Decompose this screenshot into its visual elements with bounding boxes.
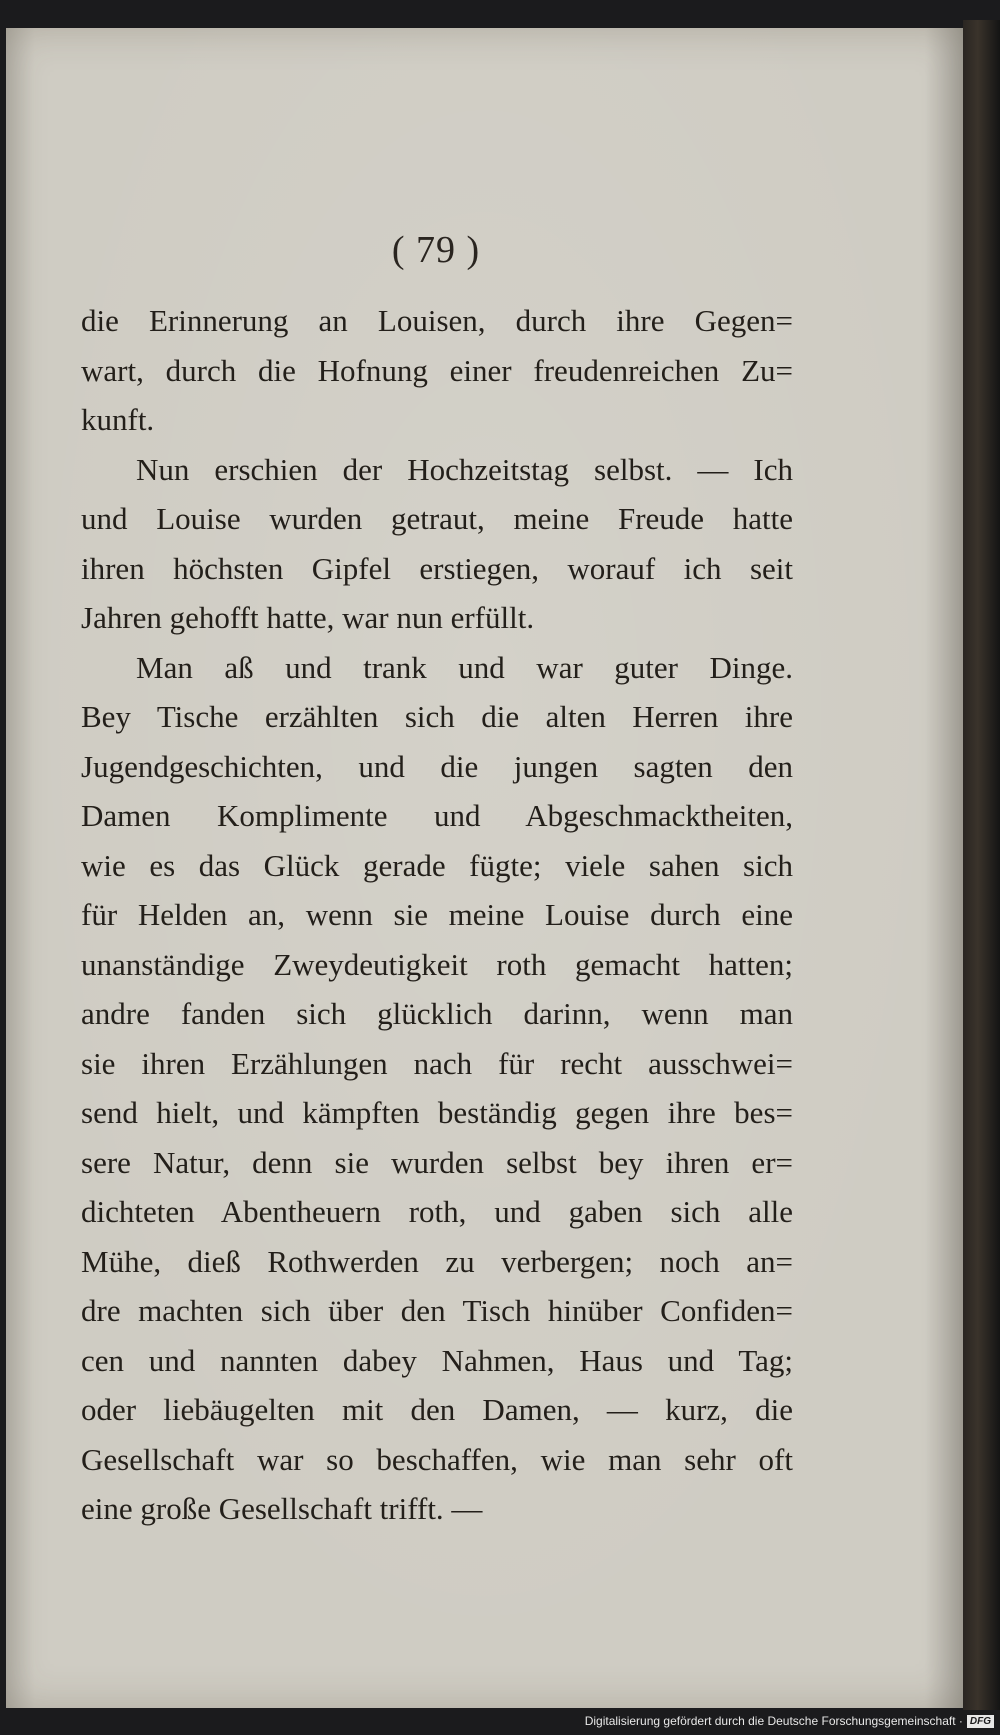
text-line: unanständige Zweydeutigkeit roth gemacht hatten; — [81, 946, 793, 982]
book-binding-edge — [963, 20, 1000, 1710]
text-line: eine große Gesellschaft trifft. — — [81, 1491, 483, 1526]
text-line: cen und nannten dabey Nahmen, Haus und Tag; — [81, 1342, 793, 1378]
text-line: ihren höchsten Gipfel erstiegen, worauf ich seit — [81, 550, 793, 586]
text-line: dre machten sich über den Tisch hinüber Confiden= — [81, 1293, 793, 1328]
text-line: Mühe, dieß Rothwerden zu verbergen; noch an= — [81, 1243, 793, 1279]
text-line: und Louise wurden getraut, meine Freude hatte — [81, 501, 793, 536]
text-line: dichteten Abentheuern roth, und gaben sich alle — [81, 1194, 793, 1229]
credit-text: Digitalisierung gefördert durch die Deutsche Forschungsgemeinschaft · — [584, 1714, 963, 1728]
text-line: sie ihren Erzählungen nach für recht ausschwei= — [81, 1045, 793, 1081]
text-line: Damen Komplimente und Abgeschmacktheiten, — [81, 798, 793, 833]
text-line: andre fanden sich glücklich darinn, wenn man — [81, 996, 793, 1031]
text-line: Man aß und trank und war guter Dinge. — [136, 649, 793, 685]
digitization-credit — [585, 1710, 994, 1732]
text-line: die Erinnerung an Louisen, durch ihre Gegen= — [81, 303, 793, 338]
text-line: Gesellschaft war so beschaffen, wie man sehr oft — [81, 1441, 793, 1477]
text-line: Jugendgeschichten, und die jungen sagten den — [81, 748, 793, 784]
book-page — [6, 28, 963, 1708]
text-line: Nun erschien der Hochzeitstag selbst. — Ich — [136, 451, 793, 487]
text-line: wie es das Glück gerade fügte; viele sahen sich — [81, 847, 793, 883]
text-line: oder liebäugelten mit den Damen, — kurz, die — [81, 1392, 793, 1427]
text-line: Jahren gehofft hatte, war nun erfüllt. — [81, 600, 535, 635]
text-line: send hielt, und kämpften beständig gegen ihre bes= — [81, 1095, 793, 1130]
text-line: Bey Tische erzählten sich die alten Herren ihre — [81, 699, 793, 734]
text-line: für Helden an, wenn sie meine Louise durch eine — [81, 897, 793, 932]
text-line: kunft. — [81, 402, 155, 437]
text-line: sere Natur, denn sie wurden selbst bey ihren er= — [81, 1144, 793, 1180]
dfg-logo: DFG — [967, 1715, 994, 1728]
body-text — [81, 296, 793, 1534]
page-number: ( 79 ) — [391, 229, 481, 271]
text-line: wart, durch die Hofnung einer freudenreichen Zu= — [81, 352, 793, 388]
